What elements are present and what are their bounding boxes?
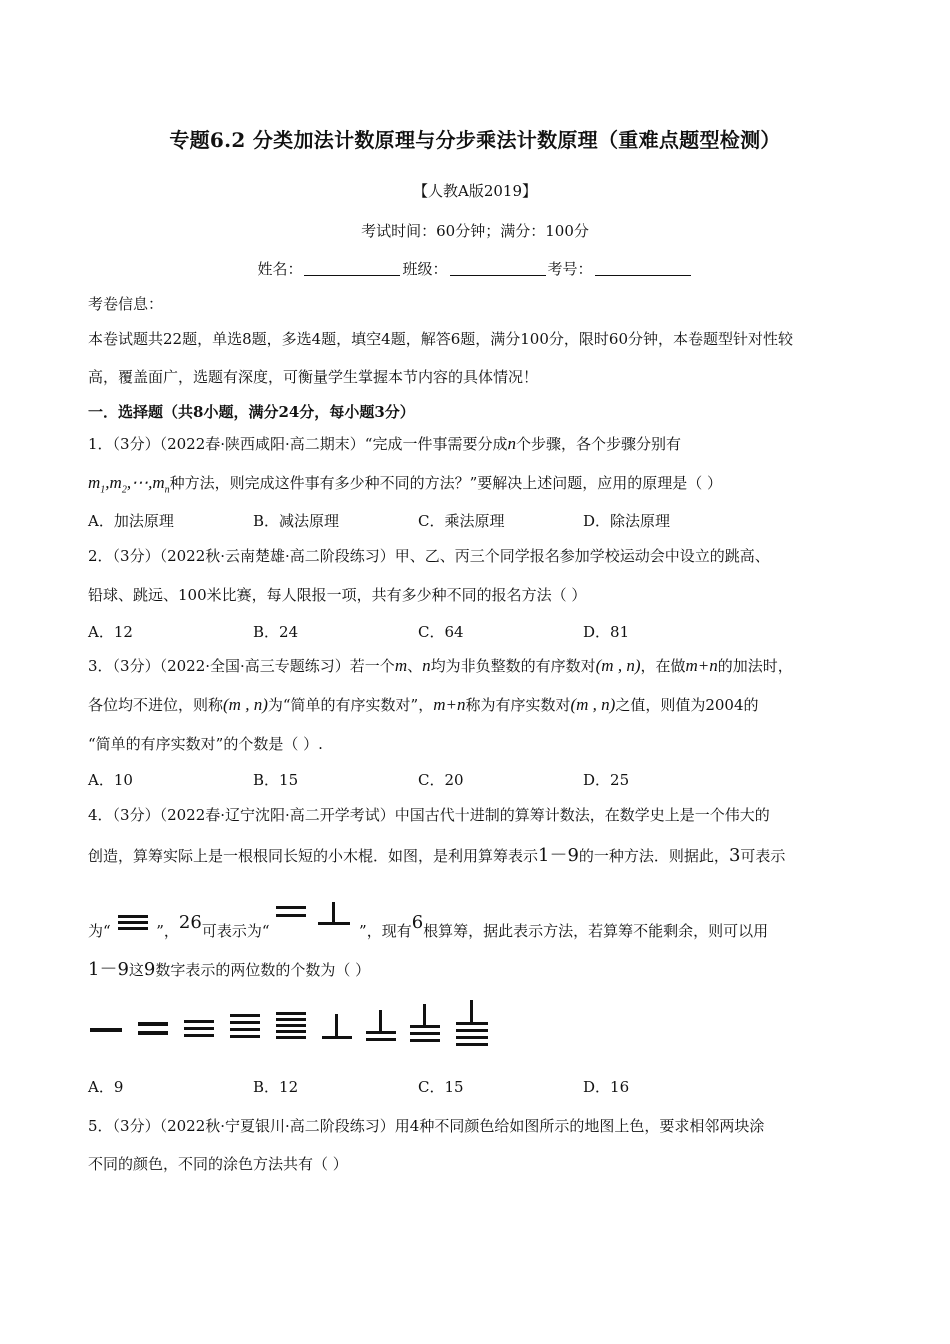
name-field[interactable] <box>304 261 400 276</box>
rod-3-icon <box>184 1020 214 1037</box>
section-heading: 一．选择题（共8小题，满分24分，每小题3分） <box>88 403 415 421</box>
edition-label: 【人教A版2019】 <box>412 182 537 200</box>
rod-4-icon <box>230 1014 260 1038</box>
q4-line-2: 创造，算筹实际上是一根根同长短的小木棍．如图，是利用算筹表示1－9的一种方法．则据此，3可表示 <box>88 845 786 866</box>
number-field[interactable] <box>595 261 691 276</box>
q2-option-b[interactable]: B．24 <box>253 623 299 641</box>
q4-option-b[interactable]: B．12 <box>253 1078 299 1096</box>
rod-7-icon <box>366 1010 396 1041</box>
counting-rods-1-9-figure <box>88 1000 508 1056</box>
q2-line-2: 铅球、跳远、100米比赛，每人限报一项，共有多少种不同的报名方法（ ） <box>88 586 587 604</box>
q4-line-1: 4．（3分）（2022春·辽宁沈阳·高二开学考试）中国古代十进制的算筹计数法，在数学史上是一个伟大的 <box>88 806 770 824</box>
rod-2-icon <box>138 1022 168 1035</box>
counting-rod-26-icon <box>274 900 354 930</box>
rod-9-icon <box>456 1000 488 1046</box>
q4-line-4: 1－9这9数字表示的两位数的个数为（ ） <box>88 959 371 980</box>
q2-option-a[interactable]: A．12 <box>88 623 133 641</box>
q3-option-a[interactable]: A．10 <box>88 771 133 789</box>
rod-6-icon <box>322 1014 352 1039</box>
exam-info: 考试时间：60分钟；满分：100分 <box>361 222 589 240</box>
q1-option-b[interactable]: B．减法原理 <box>253 512 340 530</box>
info-heading: 考卷信息： <box>88 295 164 313</box>
q3-option-b[interactable]: B．15 <box>253 771 299 789</box>
name-label: 姓名： <box>257 260 303 278</box>
q4-line-3: 为“ ”，26可表示为“ ”，现有6根算筹，据此表示方法，若算筹不能剩余，则可以用 <box>88 900 768 936</box>
rod-5-icon <box>276 1012 306 1039</box>
q2-line-1: 2．（3分）（2022秋·云南楚雄·高二阶段练习）甲、乙、丙三个同学报名参加学校运动会中设立的跳高、 <box>88 547 770 565</box>
q4-option-c[interactable]: C．15 <box>418 1078 464 1096</box>
q2-option-d[interactable]: D．81 <box>583 623 630 641</box>
q1-option-c[interactable]: C．乘法原理 <box>418 512 505 530</box>
q3-option-c[interactable]: C．20 <box>418 771 464 789</box>
q4-option-d[interactable]: D．16 <box>583 1078 630 1096</box>
q4-option-a[interactable]: A．9 <box>88 1078 124 1096</box>
q1-line-2: $m_1,m_2,\cdots,m_n$种方法，则完成这件事有多少种不同的方法？”要解决上述问题，应用的原理是（ ） <box>88 473 723 496</box>
rod-8-icon <box>410 1004 440 1042</box>
info-line-1: 本卷试题共22题，单选8题，多选4题，填空4题，解答6题，满分100分，限时60分钟，本卷题型针对性较 <box>88 330 793 348</box>
class-label: 班级： <box>402 260 448 278</box>
q3-option-d[interactable]: D．25 <box>583 771 630 789</box>
counting-rod-3-icon <box>115 910 151 934</box>
q3-line-2: 各位均不进位，则称(m , n)为“简单的有序实数对”，m+n称为有序实数对(m , n)之值，则值为2004的 <box>88 695 759 714</box>
rod-1-icon <box>90 1028 122 1032</box>
q2-option-c[interactable]: C．64 <box>418 623 464 641</box>
number-label: 考号： <box>547 260 593 278</box>
q1-option-d[interactable]: D．除法原理 <box>583 512 671 530</box>
class-field[interactable] <box>450 261 546 276</box>
q3-line-3: “简单的有序实数对”的个数是（ ）. <box>88 735 323 753</box>
q1-option-a[interactable]: A．加法原理 <box>88 512 174 530</box>
q1-line-1: 1．（3分）（2022春·陕西咸阳·高二期末）“完成一件事需要分成n个步骤，各个步骤分别有 <box>88 434 681 453</box>
info-line-2: 高，覆盖面广，选题有深度，可衡量学生掌握本节内容的具体情况！ <box>88 368 539 386</box>
q3-line-1: 3．（3分）（2022·全国·高三专题练习）若一个m、n均为非负整数的有序数对(m , n)，在做m+n的加法时， <box>88 656 793 675</box>
q5-line-2: 不同的颜色，不同的涂色方法共有（ ） <box>88 1155 348 1173</box>
q5-line-1: 5．（3分）（2022秋·宁夏银川·高二阶段练习）用4种不同颜色给如图所示的地图上色，要求相邻两块涂 <box>88 1117 765 1135</box>
page-title: 专题6.2 分类加法计数原理与分步乘法计数原理（重难点题型检测） <box>169 128 781 152</box>
student-fields <box>0 258 950 279</box>
